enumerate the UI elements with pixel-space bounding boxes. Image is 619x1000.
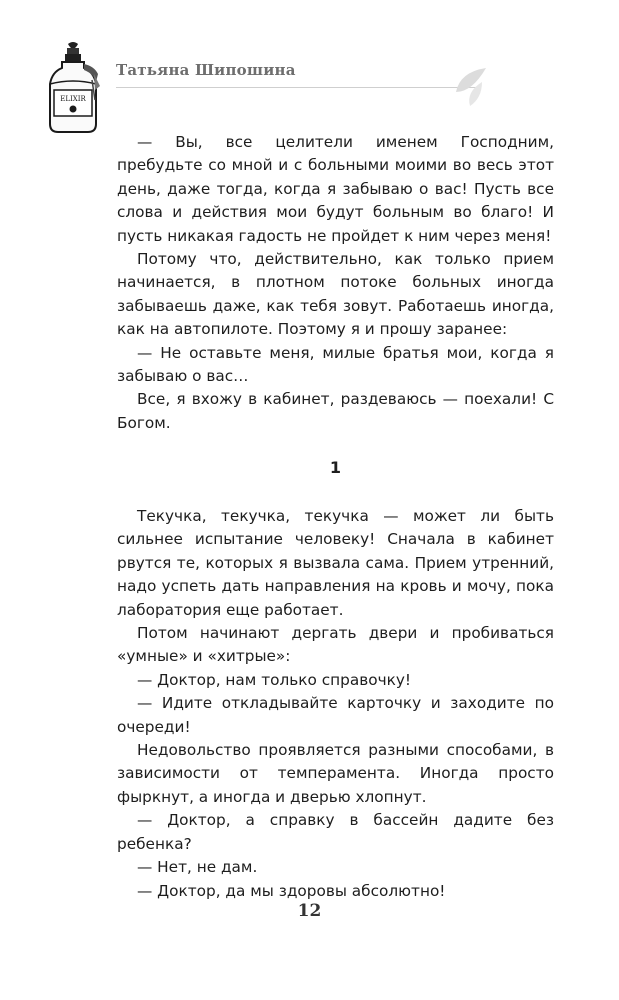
paragraph: — Доктор, а справку в бассейн дадите без ребенка? <box>117 811 554 853</box>
paragraph: — Вы, все целители именем Господним, пребудьте со мной и с больными моими во весь этот день, даже тогда, когда я забываю о вас! Пусть все слова и действия мои будут больным во благо! И пусть никакая гадость не пройдет к ним через меня! <box>117 133 554 245</box>
leaf-icon <box>452 66 492 108</box>
header-rule <box>116 87 478 88</box>
running-header-author: Татьяна Шипошина <box>116 61 296 79</box>
running-header <box>0 0 619 140</box>
paragraph: — Не оставьте меня, милые братья мои, когда я забываю о вас… <box>117 343 554 386</box>
potion-jar-icon <box>40 40 106 136</box>
body-text-chapter <box>117 505 554 903</box>
page-number: 12 <box>297 901 322 921</box>
paragraph: Потому что, действительно, как только прием начинается, в плотном потоке больных иногда забываешь даже, как тебя зовут. Работаешь иногда, как на автопилоте. Поэтому я и прошу заранее: <box>117 250 554 339</box>
paragraph: — Доктор, нам только справочку! <box>137 670 412 689</box>
paragraph: Недовольство проявляется разными способами, в зависимости от темперамента. Иногда просто фыркнут, а иногда и дверью хлопнут. <box>117 741 554 806</box>
body-text-intro <box>117 131 554 435</box>
paragraph: — Доктор, да мы здоровы абсолютно! <box>137 881 446 900</box>
jar-label-text: ELIXIR <box>60 95 86 103</box>
paragraph: — Нет, не дам. <box>137 858 258 877</box>
paragraph: Текучка, текучка, текучка — может ли быть сильнее испытание человеку! Сначала в кабинет рвутся те, которых я вызвала сама. Прием утренний, надо успеть дать направления на кровь и мочу, пока лаборатория еще работает. <box>117 507 554 619</box>
paragraph: Все, я вхожу в кабинет, раздеваюсь — поехали! С Богом. <box>117 390 554 432</box>
chapter-number: 1 <box>329 458 342 477</box>
paragraph: Потом начинают дергать двери и пробиваться «умные» и «хитрые»: <box>117 624 554 666</box>
paragraph: — Идите откладывайте карточку и заходите по очереди! <box>117 694 554 736</box>
